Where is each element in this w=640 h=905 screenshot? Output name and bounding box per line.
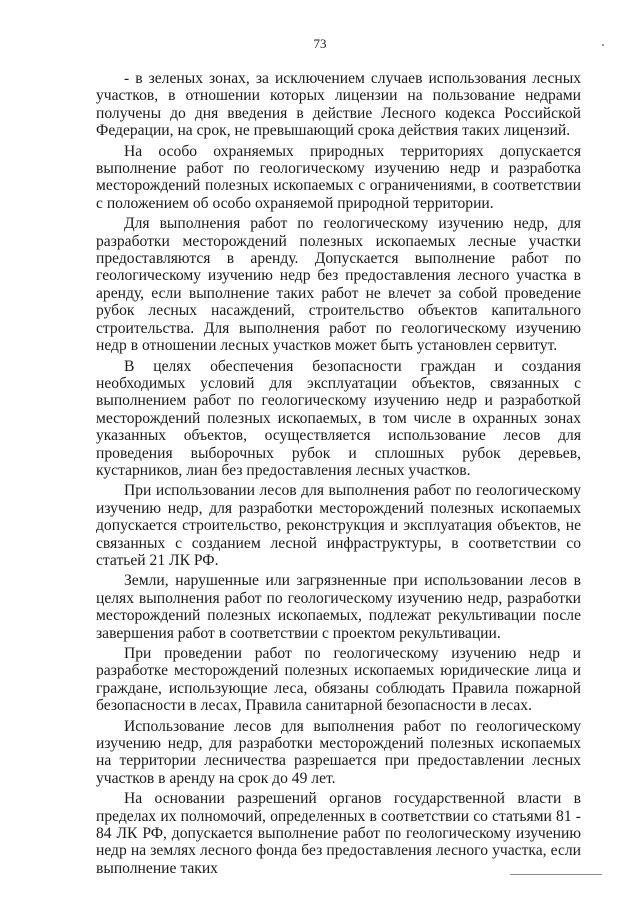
page-number: 73 bbox=[313, 36, 327, 51]
scan-artifact-dot bbox=[602, 44, 604, 46]
paragraph-fire-sanitary-rules: При проведении работ по геологическому изучению недр и разработке месторождений полезных ископаемых юридические лица и граждане, использующие леса, обязаны соблюдать Правила пожарной безопасности в лесах, Правила санитарной безопасности в лесах. bbox=[96, 645, 581, 715]
paragraph-recultivation: Земли, нарушенные или загрязненные при использовании лесов в целях выполнения работ по геологическому изучению недр, разработки месторождений полезных ископаемых, подлежат рекультивации после завершения работ в соответствии с проектом рекультивации. bbox=[96, 572, 581, 642]
paragraph-permits: На основании разрешений органов государственной власти в пределах их полномочий, определенных в соответствии со статьями 81 - 84 ЛК РФ, допускается выполнение работ по геологическому изучению недр на землях лесного фонда без предоставления лесного участка, если выполнение таких bbox=[96, 790, 581, 877]
paragraph-lease-term: Использование лесов для выполнения работ по геологическому изучению недр, для разработки месторождений полезных ископаемых на территории лесничества разрешается при предоставлении лесных участков в аренду на срок до 49 лет. bbox=[96, 717, 581, 787]
paragraph-green-zones: - в зеленых зонах, за исключением случаев использования лесных участков, в отношении которых лицензии на пользование недрами получены до дня введения в действие Лесного кодекса Российской Федерации, на срок, не превышающий срока действия таких лицензий. bbox=[96, 70, 581, 140]
paragraph-safety-logging: В целях обеспечения безопасности граждан и создания необходимых условий для эксплуатации объектов, связанных с выполнением работ по геологическому изучению недр и разработкой месторождений полезных ископаемых, в том числе в охранных зонах указанных объектов, осуществляется использование лесов для проведения выборочных рубок и сплошных рубок деревьев, кустарников, лиан без предоставления лесных участков. bbox=[96, 357, 581, 479]
bottom-rule-line bbox=[510, 874, 602, 875]
paragraph-construction-objects: При использовании лесов для выполнения работ по геологическому изучению недр, для разработки месторождений полезных ископаемых допускается строительство, реконструкция и эксплуатация объектов, не связанных с созданием лесной инфраструктуры, в соответствии со статьей 21 ЛК РФ. bbox=[96, 482, 581, 569]
document-body bbox=[96, 70, 581, 877]
paragraph-lease-servitude: Для выполнения работ по геологическому изучению недр, для разработки месторождений полезных ископаемых лесные участки предоставляются в аренду. Допускается выполнение работ по геологическому изучению недр без предоставления лесного участка в аренду, если выполнение таких работ не влечет за собой проведение рубок лесных насаждений, строительство объектов капитального строительства. Для выполнения работ по геологическому изучению недр в отношении лесных участков может быть установлен сервитут. bbox=[96, 215, 581, 355]
paragraph-protected-territories: На особо охраняемых природных территориях допускается выполнение работ по геологическому изучению недр и разработка месторождений полезных ископаемых с ограничениями, в соответствии с положением об особо охраняемой природной территории. bbox=[96, 142, 581, 212]
